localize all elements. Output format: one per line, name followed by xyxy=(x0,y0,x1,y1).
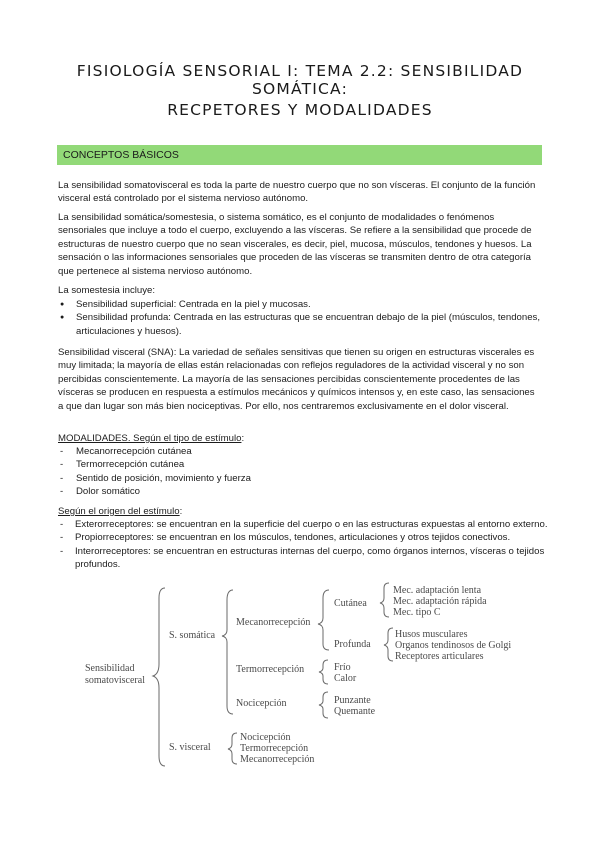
modalidades-list xyxy=(58,445,548,499)
classification-diagram xyxy=(77,578,522,776)
modalidades-heading-text: MODALIDADES. Según el tipo de estímulo xyxy=(58,433,242,444)
origen-heading-colon: : xyxy=(179,506,183,517)
origen-list xyxy=(58,518,548,572)
diagram-cut3: Mec. tipo C xyxy=(393,607,441,618)
diagram-quemante: Quemante xyxy=(334,706,376,717)
document-title-line2: RECPETORES Y MODALIDADES xyxy=(167,101,433,119)
list-item: - Sentido de posición, movimiento y fuerza xyxy=(58,472,548,485)
diagram-brace-noci xyxy=(319,692,328,718)
origen-heading xyxy=(58,505,542,518)
section-header-bar xyxy=(57,145,542,165)
diagram-visceral: S. visceral xyxy=(169,742,211,753)
list-item: - Termorrecepción cutánea xyxy=(58,458,548,471)
diagram-brace-profunda xyxy=(384,628,393,661)
somestesia-list xyxy=(58,298,548,338)
diagram-brace-root xyxy=(153,588,165,766)
diagram-noci: Nocicepción xyxy=(236,698,287,709)
diagram-prof1: Husos musculares xyxy=(395,629,468,640)
diagram-vis3: Mecanorrecepción xyxy=(240,754,315,765)
diagram-frio: Frío xyxy=(334,662,351,673)
diagram-termo: Termorrecepción xyxy=(236,664,305,675)
modalidades-heading-colon: : xyxy=(241,433,245,444)
paragraph-visceral: Sensibilidad visceral (SNA): La variedad de señales sensitivas que tienen su origen en estructuras viscerales es muy limitada; la mayoría de ellas están relacionadas con reflejos reguladores de la actividad visceral y no son percibidas conscientemente. La mayoría de las sensaciones percibidas conscientemente procedentes de las vísceras se producen en respuesta a estímulos mecánicos y químicos intensos y, en este caso, las sensaciones a que dan lugar son más bien nociceptivas. Por ello, nos centraremos exclusivamente en el dolor visceral. xyxy=(58,347,535,412)
diagram-vis2: Termorrecepción xyxy=(240,743,309,754)
diagram-profunda: Profunda xyxy=(334,639,371,650)
list-item: ● Sensibilidad superficial: Centrada en la piel y mucosas. xyxy=(58,298,548,311)
diagram-calor: Calor xyxy=(334,673,357,684)
diagram-prof2: Organos tendinosos de Golgi xyxy=(395,640,512,651)
diagram-root-line2: somatovisceral xyxy=(85,675,145,686)
list-item: ● Sensibilidad profunda: Centrada en las estructuras que se encuentran debajo de la piel (músculos, tendones, articulaciones y huesos). xyxy=(58,311,548,338)
diagram-cut1: Mec. adaptación lenta xyxy=(393,585,482,596)
paragraph-somatovisceral: La sensibilidad somatovisceral es toda la parte de nuestro cuerpo que no son vísceras. El conjunto de la función visceral está controlado por el sistema nervioso autónomo. xyxy=(58,180,536,205)
diagram-prof3: Receptores articulares xyxy=(395,651,484,662)
diagram-brace-somatica xyxy=(222,590,233,714)
list-item: - Mecanorrecepción cutánea xyxy=(58,445,548,458)
diagram-brace-termo xyxy=(319,660,328,684)
list-item: - Exterorreceptores: se encuentran en la superficie del cuerpo o en las estructuras expuestas al entorno externo. xyxy=(58,518,548,531)
modalidades-heading xyxy=(58,432,542,445)
paragraph-somestesia-incluye: La somestesia incluye: xyxy=(58,285,156,296)
paragraph-somestesia: La sensibilidad somática/somestesia, o sistema somático, es el conjunto de modalidades o fenómenos sensoriales que incluye a todo el cuerpo, excluyendo a las vísceras. Se refiere a la sensibilidad que procede de estructuras de nuestro cuerpo que no sean viscerales, es decir, piel, mucosa, músculos, tendones y huesos. La sensación o las informaciones sensoriales que proceden de las vísceras se transmiten dentro de otra categoría que pertenece al sistema nervioso autónomo. xyxy=(58,212,532,277)
diagram-brace-cutanea xyxy=(380,583,389,617)
origen-heading-text: Según el origen del estímulo xyxy=(58,506,180,517)
diagram-brace-mecano xyxy=(318,590,329,650)
diagram-vis1: Nocicepción xyxy=(240,732,291,743)
diagram-cut2: Mec. adaptación rápida xyxy=(393,596,487,607)
document-title-line1: FISIOLOGÍA SENSORIAL I: TEMA 2.2: SENSIBILIDAD SOMÁTICA: xyxy=(76,62,524,98)
list-item: - Interorreceptores: se encuentran en estructuras internas del cuerpo, como órganos internos, vísceras o tejidos profundos. xyxy=(58,545,548,572)
diagram-mecano: Mecanorrecepción xyxy=(236,617,311,628)
list-item: - Propiorreceptores: se encuentran en los músculos, tendones, articulaciones y otros tejidos conectivos. xyxy=(58,531,548,544)
list-item: - Dolor somático xyxy=(58,485,548,498)
diagram-punzante: Punzante xyxy=(334,695,371,706)
diagram-brace-visceral xyxy=(228,733,237,764)
diagram-root-line1: Sensibilidad xyxy=(85,663,135,674)
diagram-cutanea: Cutánea xyxy=(334,598,367,609)
diagram-somatica: S. somática xyxy=(169,630,216,641)
section-header-label: CONCEPTOS BÁSICOS xyxy=(63,149,179,161)
